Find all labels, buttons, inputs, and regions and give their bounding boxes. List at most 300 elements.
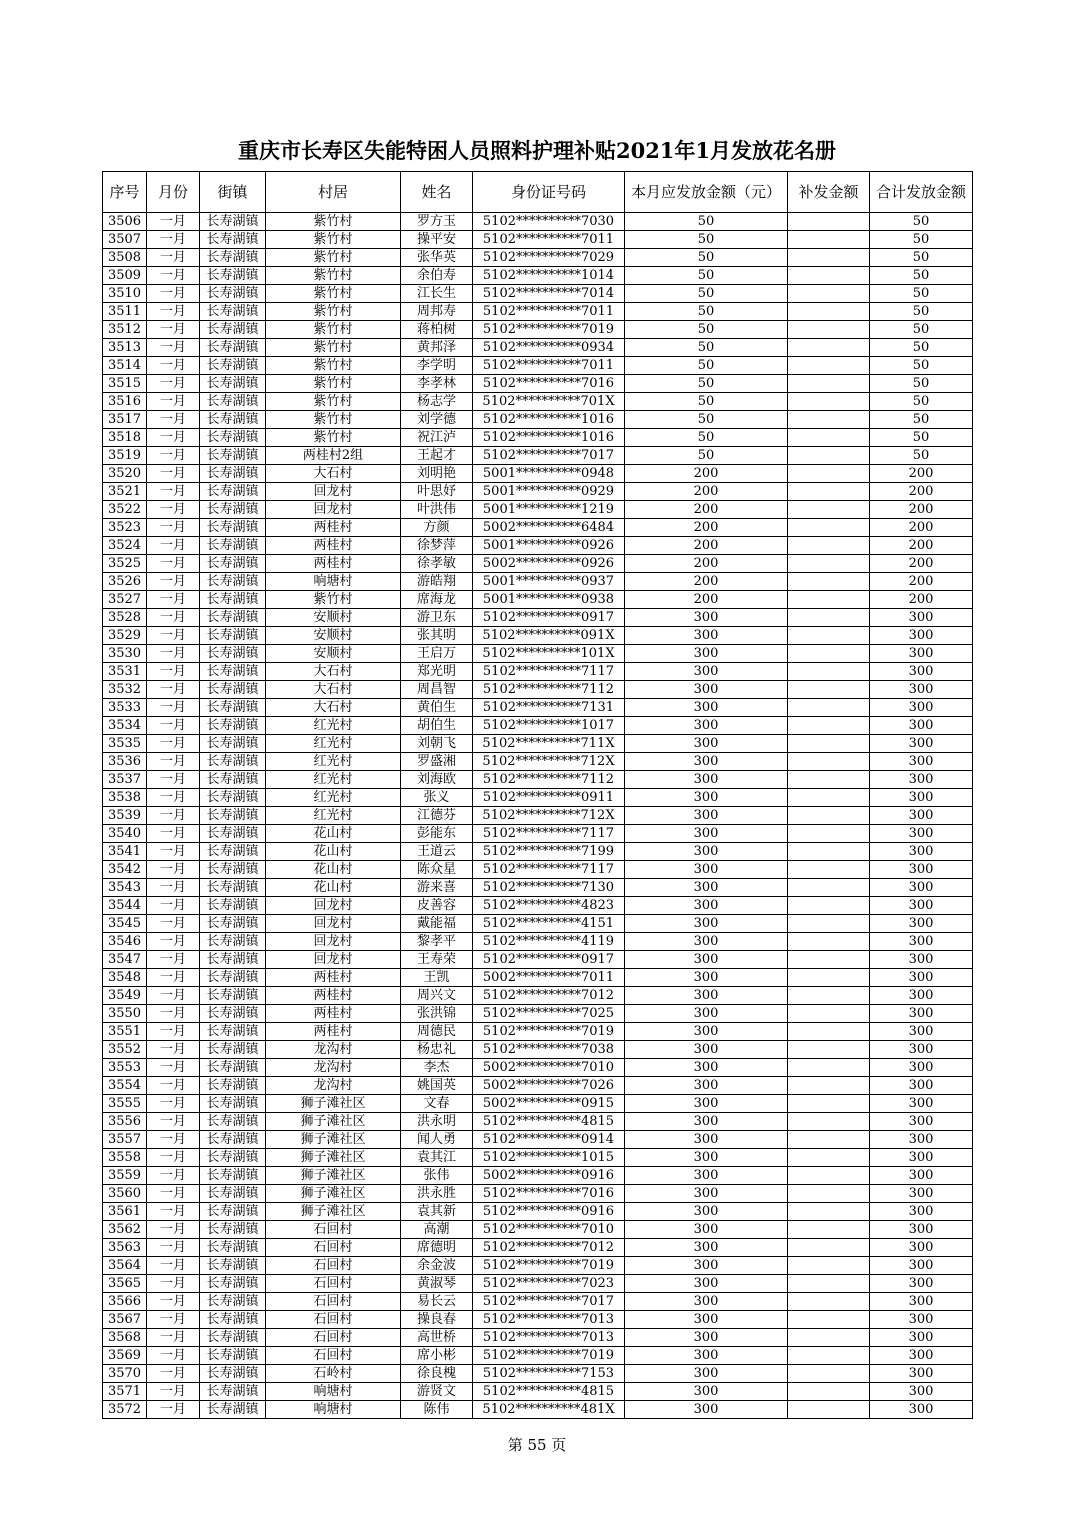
cell-supplement-amount	[788, 375, 870, 393]
cell-village: 花山村	[266, 825, 401, 843]
cell-town: 长寿湖镇	[200, 285, 266, 303]
cell-serial: 3514	[103, 357, 147, 375]
cell-id-number: 5102**********7112	[473, 771, 625, 789]
cell-monthly-amount: 50	[625, 231, 788, 249]
cell-id-number: 5102**********7030	[473, 213, 625, 231]
table-row	[103, 357, 973, 375]
cell-total-amount: 300	[870, 933, 973, 951]
table-row	[103, 1311, 973, 1329]
cell-town: 长寿湖镇	[200, 447, 266, 465]
cell-supplement-amount	[788, 645, 870, 663]
table-row	[103, 411, 973, 429]
table-row	[103, 1077, 973, 1095]
table-row	[103, 1131, 973, 1149]
cell-monthly-amount: 300	[625, 861, 788, 879]
cell-name: 游来喜	[401, 879, 473, 897]
cell-supplement-amount	[788, 1167, 870, 1185]
table-row	[103, 447, 973, 465]
cell-village: 回龙村	[266, 483, 401, 501]
cell-id-number: 5102**********4815	[473, 1113, 625, 1131]
cell-name: 黄淑琴	[401, 1275, 473, 1293]
cell-serial: 3541	[103, 843, 147, 861]
cell-monthly-amount: 50	[625, 267, 788, 285]
cell-name: 袁其新	[401, 1203, 473, 1221]
cell-name: 张洪锦	[401, 1005, 473, 1023]
cell-id-number: 5102**********7153	[473, 1365, 625, 1383]
cell-total-amount: 300	[870, 969, 973, 987]
cell-total-amount: 300	[870, 1401, 973, 1419]
cell-village: 回龙村	[266, 915, 401, 933]
cell-total-amount: 300	[870, 843, 973, 861]
cell-serial: 3537	[103, 771, 147, 789]
cell-town: 长寿湖镇	[200, 753, 266, 771]
cell-serial: 3522	[103, 501, 147, 519]
cell-month: 一月	[147, 1383, 200, 1401]
cell-supplement-amount	[788, 1023, 870, 1041]
cell-id-number: 5102**********7011	[473, 231, 625, 249]
cell-total-amount: 300	[870, 1275, 973, 1293]
cell-supplement-amount	[788, 483, 870, 501]
cell-village: 紫竹村	[266, 429, 401, 447]
cell-total-amount: 300	[870, 1365, 973, 1383]
cell-name: 皮善容	[401, 897, 473, 915]
cell-monthly-amount: 300	[625, 1383, 788, 1401]
cell-town: 长寿湖镇	[200, 1239, 266, 1257]
cell-total-amount: 300	[870, 1221, 973, 1239]
table-row	[103, 771, 973, 789]
cell-name: 张伟	[401, 1167, 473, 1185]
cell-month: 一月	[147, 267, 200, 285]
cell-town: 长寿湖镇	[200, 1257, 266, 1275]
cell-id-number: 5001**********0926	[473, 537, 625, 555]
cell-supplement-amount	[788, 969, 870, 987]
cell-total-amount: 300	[870, 1311, 973, 1329]
cell-month: 一月	[147, 1149, 200, 1167]
cell-monthly-amount: 300	[625, 789, 788, 807]
cell-town: 长寿湖镇	[200, 573, 266, 591]
cell-month: 一月	[147, 339, 200, 357]
cell-village: 龙沟村	[266, 1059, 401, 1077]
cell-total-amount: 300	[870, 987, 973, 1005]
cell-serial: 3544	[103, 897, 147, 915]
cell-total-amount: 300	[870, 717, 973, 735]
cell-name: 周兴文	[401, 987, 473, 1005]
roster-table	[102, 171, 973, 1419]
cell-month: 一月	[147, 933, 200, 951]
cell-id-number: 5102**********7117	[473, 861, 625, 879]
cell-supplement-amount	[788, 303, 870, 321]
cell-month: 一月	[147, 231, 200, 249]
cell-total-amount: 300	[870, 915, 973, 933]
cell-serial: 3515	[103, 375, 147, 393]
table-row	[103, 825, 973, 843]
cell-village: 两桂村	[266, 519, 401, 537]
cell-id-number: 5102**********4823	[473, 897, 625, 915]
cell-village: 紫竹村	[266, 285, 401, 303]
cell-serial: 3565	[103, 1275, 147, 1293]
cell-id-number: 5102**********4151	[473, 915, 625, 933]
cell-id-number: 5002**********6484	[473, 519, 625, 537]
cell-town: 长寿湖镇	[200, 1113, 266, 1131]
cell-serial: 3538	[103, 789, 147, 807]
cell-total-amount: 200	[870, 555, 973, 573]
cell-monthly-amount: 200	[625, 501, 788, 519]
cell-village: 石回村	[266, 1347, 401, 1365]
cell-serial: 3508	[103, 249, 147, 267]
cell-serial: 3552	[103, 1041, 147, 1059]
cell-serial: 3525	[103, 555, 147, 573]
cell-supplement-amount	[788, 1113, 870, 1131]
cell-serial: 3548	[103, 969, 147, 987]
cell-village: 紫竹村	[266, 375, 401, 393]
cell-month: 一月	[147, 1329, 200, 1347]
cell-total-amount: 200	[870, 519, 973, 537]
cell-village: 石回村	[266, 1239, 401, 1257]
cell-serial: 3560	[103, 1185, 147, 1203]
cell-id-number: 5001**********0937	[473, 573, 625, 591]
cell-total-amount: 300	[870, 1023, 973, 1041]
cell-id-number: 5102**********0917	[473, 951, 625, 969]
cell-id-number: 5102**********7019	[473, 1347, 625, 1365]
cell-serial: 3506	[103, 213, 147, 231]
cell-total-amount: 300	[870, 663, 973, 681]
cell-id-number: 5002**********0916	[473, 1167, 625, 1185]
table-row	[103, 1383, 973, 1401]
cell-id-number: 5001**********0938	[473, 591, 625, 609]
cell-supplement-amount	[788, 807, 870, 825]
cell-total-amount: 50	[870, 339, 973, 357]
cell-serial: 3513	[103, 339, 147, 357]
cell-id-number: 5102**********7011	[473, 303, 625, 321]
cell-supplement-amount	[788, 1365, 870, 1383]
cell-total-amount: 300	[870, 1347, 973, 1365]
cell-town: 长寿湖镇	[200, 303, 266, 321]
cell-town: 长寿湖镇	[200, 1023, 266, 1041]
cell-serial: 3550	[103, 1005, 147, 1023]
cell-total-amount: 300	[870, 789, 973, 807]
cell-serial: 3556	[103, 1113, 147, 1131]
cell-town: 长寿湖镇	[200, 663, 266, 681]
cell-serial: 3540	[103, 825, 147, 843]
cell-total-amount: 200	[870, 537, 973, 555]
cell-name: 黄伯生	[401, 699, 473, 717]
cell-month: 一月	[147, 1023, 200, 1041]
cell-serial: 3559	[103, 1167, 147, 1185]
table-row	[103, 393, 973, 411]
cell-monthly-amount: 50	[625, 285, 788, 303]
cell-monthly-amount: 300	[625, 1131, 788, 1149]
cell-name: 周邦寿	[401, 303, 473, 321]
cell-id-number: 5001**********0948	[473, 465, 625, 483]
cell-serial: 3562	[103, 1221, 147, 1239]
cell-monthly-amount: 300	[625, 1077, 788, 1095]
cell-total-amount: 50	[870, 447, 973, 465]
cell-town: 长寿湖镇	[200, 987, 266, 1005]
cell-name: 胡伯生	[401, 717, 473, 735]
cell-supplement-amount	[788, 825, 870, 843]
cell-village: 回龙村	[266, 933, 401, 951]
cell-village: 花山村	[266, 843, 401, 861]
cell-monthly-amount: 300	[625, 843, 788, 861]
cell-serial: 3531	[103, 663, 147, 681]
table-row	[103, 807, 973, 825]
cell-serial: 3553	[103, 1059, 147, 1077]
cell-total-amount: 50	[870, 321, 973, 339]
cell-serial: 3572	[103, 1401, 147, 1419]
cell-serial: 3555	[103, 1095, 147, 1113]
cell-total-amount: 50	[870, 393, 973, 411]
cell-serial: 3528	[103, 609, 147, 627]
cell-town: 长寿湖镇	[200, 393, 266, 411]
cell-total-amount: 300	[870, 1329, 973, 1347]
cell-village: 两桂村	[266, 537, 401, 555]
cell-village: 紫竹村	[266, 267, 401, 285]
cell-name: 王启万	[401, 645, 473, 663]
cell-total-amount: 300	[870, 897, 973, 915]
cell-serial: 3558	[103, 1149, 147, 1167]
cell-name: 陈伟	[401, 1401, 473, 1419]
cell-name: 徐良槐	[401, 1365, 473, 1383]
cell-supplement-amount	[788, 735, 870, 753]
cell-id-number: 5102**********1016	[473, 429, 625, 447]
cell-village: 回龙村	[266, 951, 401, 969]
cell-supplement-amount	[788, 1401, 870, 1419]
cell-total-amount: 300	[870, 1041, 973, 1059]
cell-month: 一月	[147, 1365, 200, 1383]
cell-village: 大石村	[266, 681, 401, 699]
cell-name: 蒋柏树	[401, 321, 473, 339]
cell-village: 响塘村	[266, 1401, 401, 1419]
cell-month: 一月	[147, 861, 200, 879]
cell-village: 狮子滩社区	[266, 1149, 401, 1167]
cell-town: 长寿湖镇	[200, 609, 266, 627]
cell-serial: 3536	[103, 753, 147, 771]
cell-name: 袁其江	[401, 1149, 473, 1167]
cell-month: 一月	[147, 1203, 200, 1221]
cell-id-number: 5102**********7117	[473, 825, 625, 843]
cell-total-amount: 200	[870, 573, 973, 591]
cell-monthly-amount: 300	[625, 1113, 788, 1131]
cell-supplement-amount	[788, 951, 870, 969]
cell-id-number: 5102**********7013	[473, 1329, 625, 1347]
cell-supplement-amount	[788, 1239, 870, 1257]
cell-supplement-amount	[788, 591, 870, 609]
cell-monthly-amount: 300	[625, 915, 788, 933]
cell-monthly-amount: 200	[625, 465, 788, 483]
cell-name: 王寿荣	[401, 951, 473, 969]
cell-id-number: 5102**********7038	[473, 1041, 625, 1059]
table-row	[103, 501, 973, 519]
cell-village: 回龙村	[266, 501, 401, 519]
cell-supplement-amount	[788, 1059, 870, 1077]
cell-serial: 3549	[103, 987, 147, 1005]
cell-month: 一月	[147, 1293, 200, 1311]
cell-month: 一月	[147, 1239, 200, 1257]
cell-monthly-amount: 300	[625, 699, 788, 717]
cell-monthly-amount: 200	[625, 573, 788, 591]
cell-village: 紫竹村	[266, 393, 401, 411]
cell-village: 狮子滩社区	[266, 1185, 401, 1203]
cell-id-number: 5102**********7019	[473, 321, 625, 339]
cell-village: 红光村	[266, 717, 401, 735]
cell-month: 一月	[147, 375, 200, 393]
cell-total-amount: 300	[870, 609, 973, 627]
cell-name: 游贤文	[401, 1383, 473, 1401]
cell-supplement-amount	[788, 1257, 870, 1275]
cell-total-amount: 300	[870, 1005, 973, 1023]
cell-supplement-amount	[788, 339, 870, 357]
table-row	[103, 915, 973, 933]
cell-supplement-amount	[788, 1329, 870, 1347]
cell-monthly-amount: 300	[625, 825, 788, 843]
cell-name: 戴能福	[401, 915, 473, 933]
cell-town: 长寿湖镇	[200, 1311, 266, 1329]
cell-town: 长寿湖镇	[200, 843, 266, 861]
page-title: 重庆市长寿区失能特困人员照料护理补贴2021年1月发放花名册	[237, 138, 837, 163]
cell-monthly-amount: 300	[625, 1059, 788, 1077]
cell-month: 一月	[147, 1167, 200, 1185]
cell-serial: 3542	[103, 861, 147, 879]
cell-total-amount: 300	[870, 1059, 973, 1077]
cell-supplement-amount	[788, 1347, 870, 1365]
cell-id-number: 5102**********7016	[473, 375, 625, 393]
cell-town: 长寿湖镇	[200, 249, 266, 267]
cell-month: 一月	[147, 663, 200, 681]
cell-monthly-amount: 300	[625, 1149, 788, 1167]
cell-name: 郑光明	[401, 663, 473, 681]
cell-name: 闻人勇	[401, 1131, 473, 1149]
cell-serial: 3568	[103, 1329, 147, 1347]
cell-village: 红光村	[266, 753, 401, 771]
table-row	[103, 1167, 973, 1185]
cell-name: 姚国英	[401, 1077, 473, 1095]
cell-serial: 3509	[103, 267, 147, 285]
cell-total-amount: 50	[870, 303, 973, 321]
cell-town: 长寿湖镇	[200, 933, 266, 951]
cell-month: 一月	[147, 321, 200, 339]
cell-monthly-amount: 300	[625, 609, 788, 627]
cell-village: 花山村	[266, 879, 401, 897]
cell-supplement-amount	[788, 393, 870, 411]
cell-total-amount: 300	[870, 1239, 973, 1257]
cell-name: 叶洪伟	[401, 501, 473, 519]
table-body	[103, 213, 973, 1419]
cell-village: 安顺村	[266, 609, 401, 627]
cell-total-amount: 300	[870, 1149, 973, 1167]
table-row	[103, 537, 973, 555]
cell-month: 一月	[147, 1401, 200, 1419]
cell-total-amount: 50	[870, 231, 973, 249]
cell-town: 长寿湖镇	[200, 1275, 266, 1293]
table-row	[103, 1221, 973, 1239]
cell-village: 红光村	[266, 771, 401, 789]
cell-village: 响塘村	[266, 1383, 401, 1401]
cell-id-number: 5002**********7011	[473, 969, 625, 987]
cell-serial: 3533	[103, 699, 147, 717]
cell-village: 紫竹村	[266, 339, 401, 357]
cell-month: 一月	[147, 807, 200, 825]
cell-month: 一月	[147, 411, 200, 429]
cell-town: 长寿湖镇	[200, 789, 266, 807]
cell-total-amount: 300	[870, 807, 973, 825]
cell-name: 黎孝平	[401, 933, 473, 951]
cell-total-amount: 50	[870, 411, 973, 429]
cell-supplement-amount	[788, 1005, 870, 1023]
table-row	[103, 717, 973, 735]
table-row	[103, 735, 973, 753]
table-row	[103, 555, 973, 573]
table-row	[103, 879, 973, 897]
cell-id-number: 5102**********7019	[473, 1257, 625, 1275]
header-serial: 序号	[103, 172, 147, 213]
cell-village: 狮子滩社区	[266, 1203, 401, 1221]
cell-monthly-amount: 300	[625, 1005, 788, 1023]
cell-monthly-amount: 300	[625, 717, 788, 735]
cell-town: 长寿湖镇	[200, 1185, 266, 1203]
cell-monthly-amount: 200	[625, 519, 788, 537]
cell-serial: 3523	[103, 519, 147, 537]
cell-monthly-amount: 50	[625, 249, 788, 267]
cell-monthly-amount: 300	[625, 879, 788, 897]
cell-name: 余伯寿	[401, 267, 473, 285]
cell-month: 一月	[147, 843, 200, 861]
table-row	[103, 1293, 973, 1311]
cell-name: 黄邦泽	[401, 339, 473, 357]
cell-id-number: 5102**********7019	[473, 1023, 625, 1041]
cell-supplement-amount	[788, 843, 870, 861]
cell-serial: 3520	[103, 465, 147, 483]
cell-month: 一月	[147, 573, 200, 591]
cell-serial: 3543	[103, 879, 147, 897]
cell-total-amount: 300	[870, 1167, 973, 1185]
cell-village: 石回村	[266, 1329, 401, 1347]
cell-town: 长寿湖镇	[200, 339, 266, 357]
cell-monthly-amount: 300	[625, 1167, 788, 1185]
header-month: 月份	[147, 172, 200, 213]
cell-total-amount: 300	[870, 1131, 973, 1149]
cell-village: 紫竹村	[266, 357, 401, 375]
cell-town: 长寿湖镇	[200, 375, 266, 393]
cell-name: 杨志学	[401, 393, 473, 411]
cell-month: 一月	[147, 303, 200, 321]
cell-name: 方颜	[401, 519, 473, 537]
cell-village: 石回村	[266, 1221, 401, 1239]
header-supplement-amount: 补发金额	[788, 172, 870, 213]
cell-name: 徐孝敏	[401, 555, 473, 573]
cell-month: 一月	[147, 1185, 200, 1203]
cell-serial: 3524	[103, 537, 147, 555]
cell-town: 长寿湖镇	[200, 1131, 266, 1149]
cell-monthly-amount: 200	[625, 537, 788, 555]
cell-village: 石回村	[266, 1293, 401, 1311]
header-id-number: 身份证号码	[473, 172, 625, 213]
cell-supplement-amount	[788, 771, 870, 789]
cell-town: 长寿湖镇	[200, 681, 266, 699]
table-row	[103, 339, 973, 357]
cell-total-amount: 200	[870, 501, 973, 519]
table-row	[103, 1023, 973, 1041]
cell-id-number: 5102**********1017	[473, 717, 625, 735]
cell-supplement-amount	[788, 1203, 870, 1221]
table-row	[103, 1113, 973, 1131]
cell-supplement-amount	[788, 879, 870, 897]
cell-name: 王道云	[401, 843, 473, 861]
cell-name: 江长生	[401, 285, 473, 303]
cell-name: 刘朝飞	[401, 735, 473, 753]
cell-month: 一月	[147, 483, 200, 501]
cell-monthly-amount: 300	[625, 807, 788, 825]
cell-name: 陈众星	[401, 861, 473, 879]
